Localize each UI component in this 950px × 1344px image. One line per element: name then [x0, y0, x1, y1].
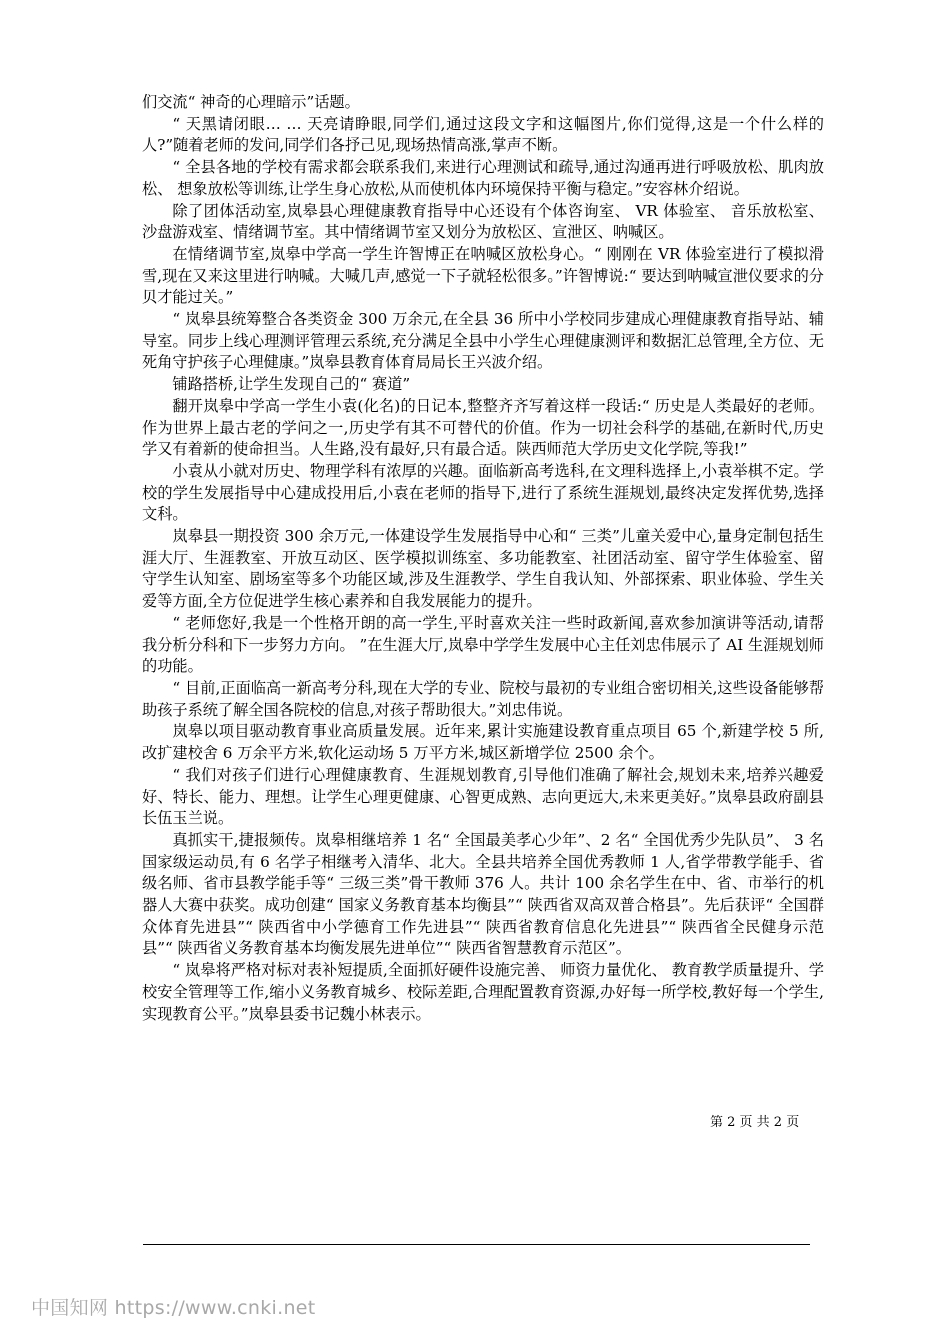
cnki-watermark: 中国知网 https://www.cnki.net — [31, 1297, 316, 1319]
paragraph-2: “ 天黑请闭眼… … 天亮请睁眼,同学们,通过这段文字和这幅图片,你们觉得,这是一个什么样的人?”随着老师的发问,同学们各抒己见,现场热情高涨,掌声不断。 — [142, 114, 824, 155]
section-heading: 铺路搭桥,让学生发现自己的“ 赛道” — [172, 375, 411, 394]
paragraph-13: 岚皋以项目驱动教育事业高质量发展。近年来,累计实施建设教育重点项目 65 个,新建学校 5 所,改扩建校舍 6 万余平方米,软化运动场 5 万平方米,城区新增学位 2500 余个。 — [142, 722, 824, 763]
paragraph-4: 除了团体活动室,岚皋县心理健康教育指导中心还设有个体咨询室、 VR 体验室、 音乐放松室、 沙盘游戏室、情绪调节室。其中情绪调节室又划分为放松区、宣泄区、呐喊区。 — [142, 201, 824, 242]
paragraph-16: “ 岚皋将严格对标对表补短提质,全面抓好硬件设施完善、 师资力量优化、 教育教学质量提升、学校安全管理等工作,缩小义务教育城乡、校际差距,合理配置教育资源,办好每一所学校,教好每一个学生,实现教育公平。”岚皋县委书记魏小林表示。 — [142, 961, 824, 1023]
paragraph-6: “ 岚皋县统筹整合各类资金 300 万余元,在全县 36 所中小学校同步建成心理健康教育指导站、辅导室。同步上线心理测评管理云系统,充分满足全县中小学生心理健康测评和数据汇总管理,全方位、无死角守护孩子心理健康。”岚皋县教育体育局局长王兴波介绍。 — [142, 310, 824, 372]
paragraph-14: “ 我们对孩子们进行心理健康教育、生涯规划教育,引导他们准确了解社会,规划未来,培养兴趣爱好、特长、能力、理想。让学生心理更健康、心智更成熟、志向更远大,未来更美好。”岚皋县政府副县长伍玉兰说。 — [142, 765, 824, 828]
footer-divider — [143, 1244, 810, 1245]
paragraph-5: 在情绪调节室,岚皋中学高一学生许智博正在呐喊区放松身心。“ 刚刚在 VR 体验室进行了模拟滑雪,现在又来这里进行呐喊。大喊几声,感觉一下子就轻松很多。”许智博说:“ 要达到呐喊宣泄仪要求的分贝才能过关。” — [142, 244, 824, 307]
paragraph-12: “ 目前,正面临高一新高考分科,现在大学的专业、院校与最初的专业组合密切相关,这些设备能够帮助孩子系统了解全国各院校的信息,对孩子帮助很大。”刘忠伟说。 — [142, 678, 824, 719]
paragraph-11: “ 老师您好,我是一个性格开朗的高一学生,平时喜欢关注一些时政新闻,喜欢参加演讲等活动,请帮我分析分科和下一步努力方向。 ”在生涯大厅,岚皋中学学生发展中心主任刘忠伟展示了 AI 生涯规划师的功能。 — [142, 613, 824, 676]
paragraph-3: “ 全县各地的学校有需求都会联系我们,来进行心理测试和疏导,通过沟通再进行呼吸放松、肌肉放松、 想象放松等训练,让学生身心放松,从而使机体内环境保持平衡与稳定。”安容林介绍说。 — [142, 158, 824, 198]
paragraph-1: 们交流“ 神奇的心理暗示”话题。 — [142, 93, 360, 111]
paragraph-9: 小袁从小就对历史、物理学科有浓厚的兴趣。面临新高考选科,在文理科选择上,小袁举棋不定。学校的学生发展指导中心建成投用后,小袁在老师的指导下,进行了系统生涯规划,最终决定发挥优势,选择文科。 — [142, 461, 824, 524]
paragraph-10: 岚皋县一期投资 300 余万元,一体建设学生发展指导中心和“ 三类”儿童关爱中心,量身定制包括生涯大厅、生涯教室、开放互动区、医学模拟训练室、多功能教室、社团活动室、留守学生体验室、留守学生认知室、剧场室等多个功能区域,涉及生涯教学、学生自我认知、外部探索、职业体验、学生关爱等方面,全方位促进学生核心素养和自我发展能力的提升。 — [142, 527, 824, 611]
paragraph-15: 真抓实干,捷报频传。岚皋相继培养 1 名“ 全国最美孝心少年”、2 名“ 全国优秀少先队员”、 3 名国家级运动员,有 6 名学子相继考入清华、北大。全县共培养全国优秀教师 1 人,省学带教学能手、省级名师、省市县教学能手等“ 三级三类”骨干教师 376 人。共计 100 余名学生在中、省、市举行的机器人大赛中获奖。成功创建“ 国家义务教育基本均衡县”“ 陕西省双高双普合格县”。先后获评“ 全国群众体育先进县”“ 陕西省中小学德育工作先进县”“ 陕西省教育信息化先进县”“ 陕西省全民健身示范县”“ 陕西省义务教育基本均衡发展先进单位”“ 陕西省智慧教育示范区”。 — [142, 830, 824, 958]
paragraph-8: 翻开岚皋中学高一学生小袁(化名)的日记本,整整齐齐写着这样一段话:“ 历史是人类最好的老师。作为世界上最古老的学问之一,历史学有其不可替代的价值。作为一切社会科学的基础,在新时代,历史学又有着新的使命担当。人生路,没有最好,只有最合适。陕西师范大学历史文化学院,等我!” — [142, 396, 824, 459]
page-number: 第 2 页 共 2 页 — [710, 1115, 800, 1130]
article-body — [142, 92, 824, 1025]
